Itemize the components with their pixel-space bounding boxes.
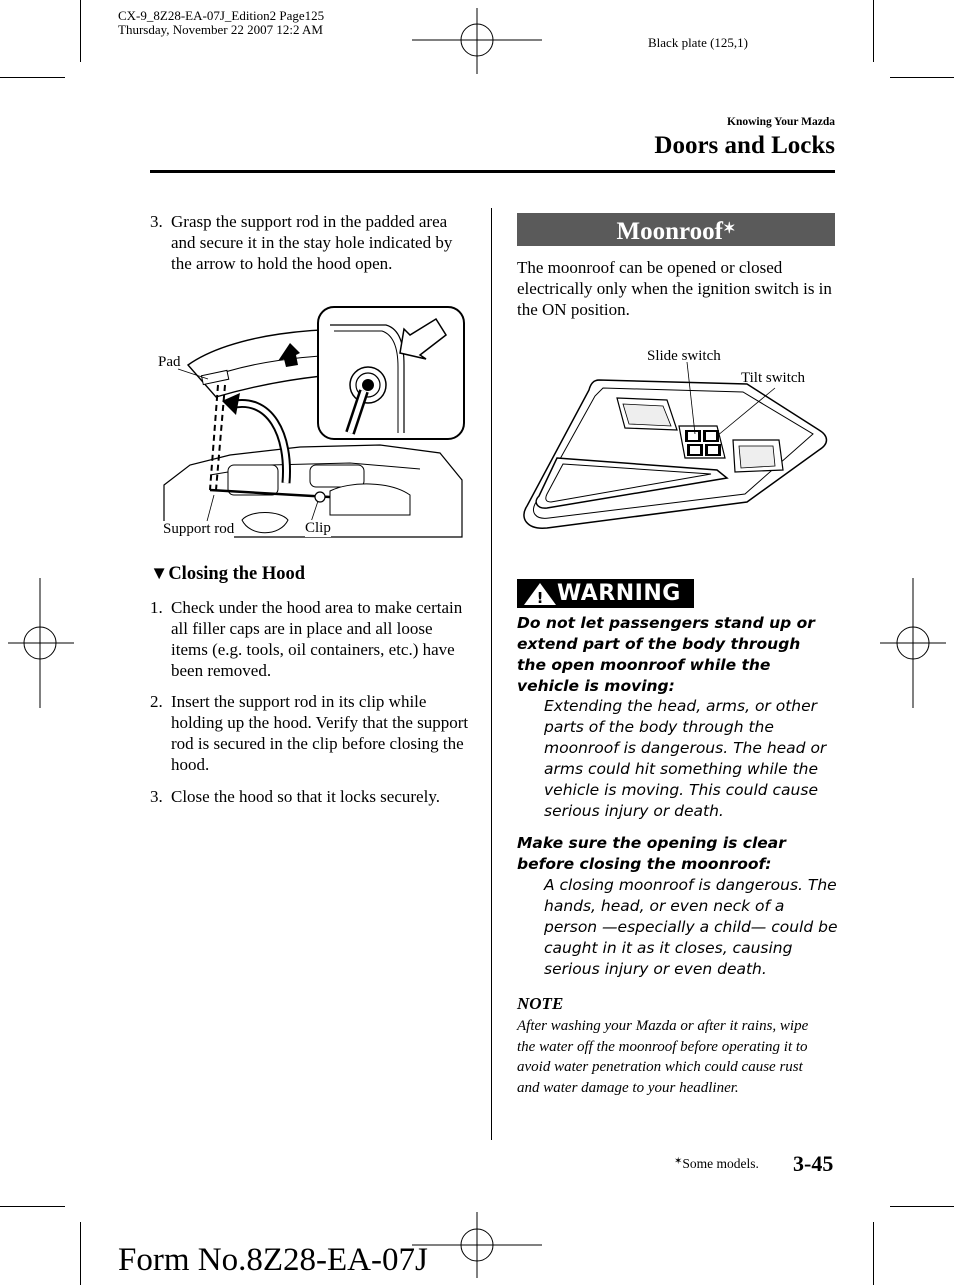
warning-triangle-icon <box>523 582 557 606</box>
label-tilt-switch: Tilt switch <box>741 370 806 386</box>
warning-1-body: Extending the head, arms, or other parts of the body through the moonroof is dangerous. The head or arms could hit something while the vehicle is moving. This could cause serious injury or death. <box>544 697 827 820</box>
footnote-mark: ✶ <box>674 1156 683 1167</box>
warning-label: WARNING <box>557 581 681 606</box>
footnote: ✶Some models. <box>674 1156 759 1171</box>
triangle-marker-icon: ▼ <box>150 564 169 584</box>
registration-mark-right <box>880 578 946 708</box>
header-rule <box>150 170 835 173</box>
warning-2-body: A closing moonroof is dangerous. The hands, head, or even neck of a person —especially a child— could be caught in it as it closes, causing serious injury or even death. <box>544 876 838 978</box>
registration-mark-top <box>412 8 542 74</box>
note-title: NOTE <box>517 994 564 1013</box>
label-clip: Clip <box>305 520 331 536</box>
chapter-title: Doors and Locks <box>654 132 835 159</box>
column-divider <box>491 208 492 1140</box>
plate-label: Black plate (125,1) <box>648 35 748 50</box>
warning-2-heading: Make sure the opening is clear before closing the moonroof: <box>517 834 786 873</box>
moonroof-title-bar <box>517 213 835 246</box>
hood-support-illustration <box>150 305 468 545</box>
moonroof-intro: The moonroof can be opened or closed electrically only when the ignition switch is in the ON position. <box>517 258 832 319</box>
registration-mark-left <box>8 578 74 708</box>
some-models-mark: ✶ <box>722 221 736 237</box>
form-number: Form No.8Z28-EA-07J <box>118 1242 428 1278</box>
svg-text:!: ! <box>536 589 544 607</box>
label-slide-switch: Slide switch <box>647 348 721 364</box>
closing-hood-heading: ▼Closing the Hood <box>150 564 306 584</box>
label-pad: Pad <box>158 354 181 370</box>
page-number: 3-45 <box>793 1151 834 1176</box>
moonroof-console-illustration <box>517 378 835 533</box>
warning-badge <box>517 579 694 608</box>
note-text: After washing your Mazda or after it rains, wipe the water off the moonroof before operating it to avoid water penetration which could cause rust and water damage to your headliner. <box>517 1018 809 1096</box>
print-date-line: Thursday, November 22 2007 12:2 AM <box>118 22 323 37</box>
print-file-line: CX-9_8Z28-EA-07J_Edition2 Page125 <box>118 8 325 23</box>
registration-mark-bottom <box>412 1212 542 1278</box>
label-support-rod: Support rod <box>163 521 235 537</box>
section-label: Knowing Your Mazda <box>727 116 835 128</box>
warning-1-heading: Do not let passengers stand up or extend part of the body through the open moonroof while the vehicle is moving: <box>517 614 815 695</box>
moonroof-title: Moonroof <box>616 218 723 245</box>
